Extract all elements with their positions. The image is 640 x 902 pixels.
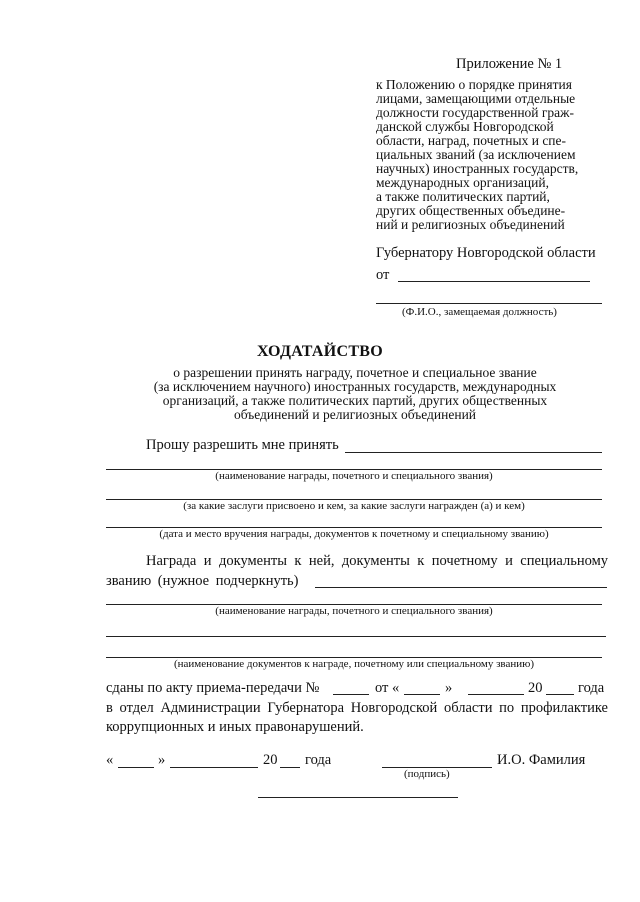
date-day-line[interactable]: [118, 767, 154, 768]
handover-month-line[interactable]: [468, 694, 524, 695]
date-year-word: года: [305, 752, 332, 768]
date-year-line[interactable]: [280, 767, 300, 768]
appendix-line: лицами, замещающими отдельные: [376, 91, 576, 106]
handover-line-3: коррупционных и иных правонарушений.: [106, 719, 364, 735]
subtitle-line: объединений и религиозных объединений: [233, 407, 477, 422]
appendix-line: а также политических партий,: [376, 189, 550, 204]
subtitle-line: (за исключением научного) иностранных государств, международных: [153, 379, 557, 394]
addressee-name-line[interactable]: [376, 303, 602, 304]
addressee-caption: (Ф.И.О., замещаемая должность): [402, 306, 557, 318]
documents-line-b[interactable]: [106, 636, 606, 637]
documents-line-1: Награда и документы к ней, документы к почетному и специальному: [146, 553, 608, 569]
document-title: ХОДАТАЙСТВО: [256, 343, 384, 360]
request-caption-2: (за какие заслуги присвоено и кем, за какие заслуги награжден (а) и кем): [183, 500, 525, 512]
appendix-line: научных) иностранных государств,: [376, 161, 579, 176]
documents-underline-line[interactable]: [315, 587, 607, 588]
addressee-to: Губернатору Новгородской области: [376, 245, 596, 261]
appendix-line: области, наград, почетных и спе-: [376, 133, 567, 148]
appendix-line: ний и религиозных объединений: [376, 217, 565, 232]
appendix-line: других общественных объедине-: [376, 203, 566, 218]
handover-year-prefix: 20: [528, 680, 543, 696]
addressee-from-line[interactable]: [398, 281, 590, 282]
documents-caption-2: (наименование документов к награде, почетному или специальному званию): [173, 658, 535, 670]
handover-text: сданы по акту приема-передачи №: [106, 680, 320, 696]
handover-year-line[interactable]: [546, 694, 574, 695]
date-month-line[interactable]: [170, 767, 258, 768]
date-quote-open: «: [106, 752, 114, 768]
request-caption-3: (дата и место вручения награды, документов к почетному и специальному званию): [159, 528, 549, 540]
signature-name: И.О. Фамилия: [497, 752, 586, 768]
handover-line-2: в отдел Администрации Губернатора Новгородской области по профилактике: [106, 700, 608, 716]
signature-caption: (подпись): [404, 768, 450, 780]
date-year-prefix: 20: [263, 752, 278, 768]
subtitle-line: организаций, а также политических партий, других общественных: [162, 393, 548, 408]
handover-from-label: от «: [375, 680, 400, 696]
appendix-line: циальных званий (за исключением: [376, 147, 576, 162]
appendix-line: должности государственной граж-: [376, 105, 574, 120]
appendix-line: данской службы Новгородской: [376, 119, 554, 134]
documents-caption-1: (наименование награды, почетного и специального звания): [215, 605, 493, 617]
appendix-title: Приложение № 1: [456, 56, 563, 72]
handover-act-number-line[interactable]: [333, 694, 369, 695]
addressee-from-label: от: [376, 267, 390, 283]
request-award-line[interactable]: [345, 452, 602, 453]
handover-year-word: года: [578, 680, 605, 696]
request-text: Прошу разрешить мне принять: [146, 437, 339, 453]
documents-line-2: званию (нужное подчеркнуть): [106, 573, 299, 589]
bottom-line[interactable]: [258, 797, 458, 798]
appendix-line: международных организаций,: [376, 175, 549, 190]
appendix-line: к Положению о порядке принятия: [376, 77, 572, 92]
subtitle-line: о разрешении принять награду, почетное и специальное звание: [173, 365, 537, 380]
date-quote-close: »: [158, 752, 166, 768]
request-caption-1: (наименование награды, почетного и специального звания): [215, 470, 493, 482]
handover-quote-close: »: [445, 680, 453, 696]
handover-day-line[interactable]: [404, 694, 440, 695]
